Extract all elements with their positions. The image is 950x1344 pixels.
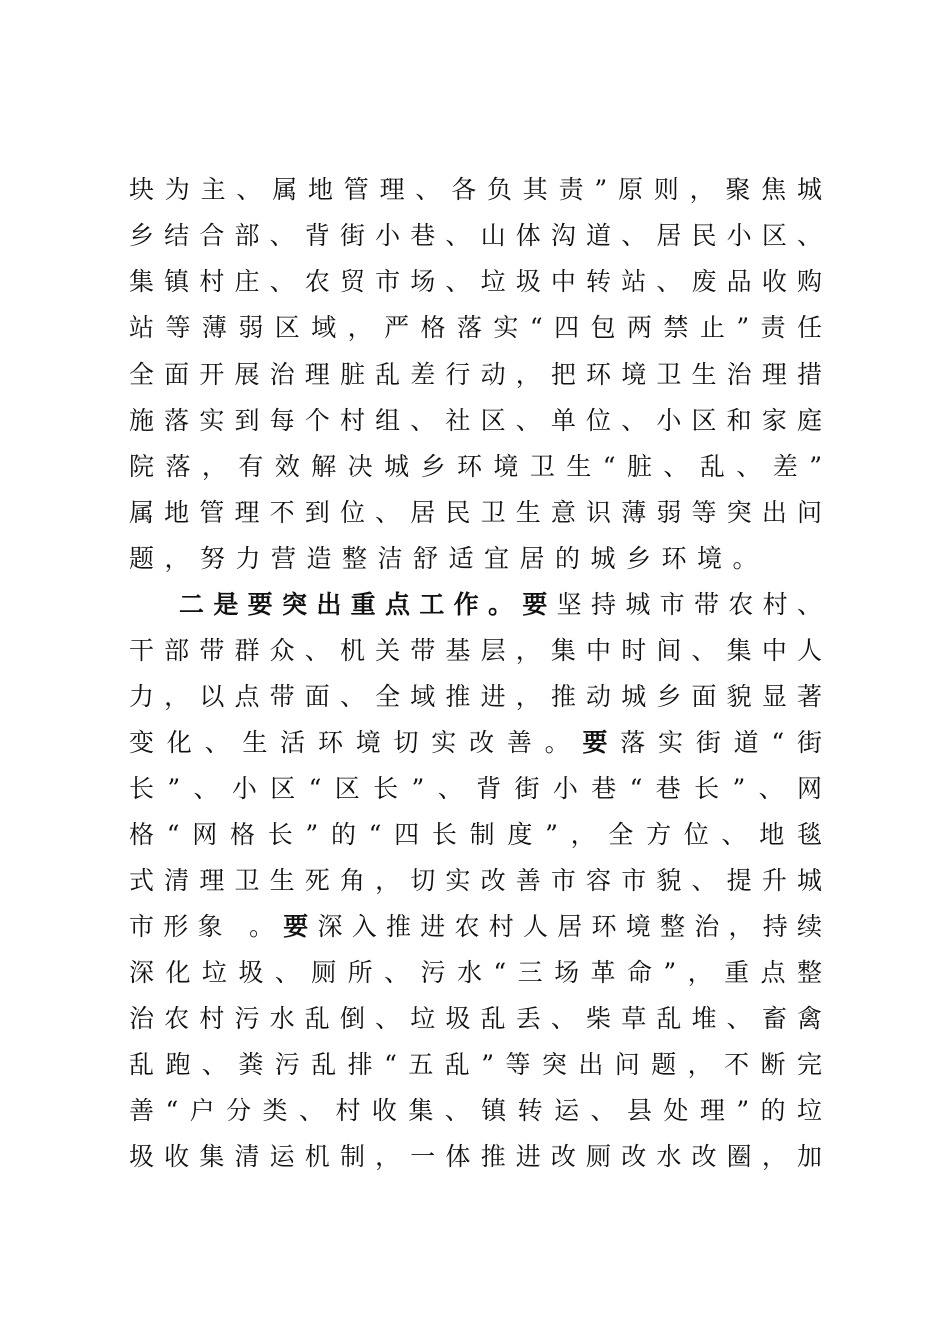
- text-segment: 全面开展治理脏乱差行动，把环境卫生治理措: [129, 360, 822, 389]
- text-line: [129, 907, 822, 947]
- text-line: [129, 1045, 822, 1085]
- text-line: [129, 953, 822, 993]
- text-line: [129, 631, 822, 671]
- text-line: [129, 493, 822, 533]
- text-segment: 坚持城市带农村、: [556, 590, 822, 619]
- text-segment: 属地管理不到位、居民卫生意识薄弱等突出问: [129, 498, 822, 527]
- text-segment: 善“户分类、村收集、镇转运、县处理”的垃: [129, 1096, 822, 1125]
- text-segment: 市形象 。: [129, 912, 284, 941]
- text-line: [129, 401, 822, 441]
- text-segment: 深化垃圾、厕所、污水“三场革命”，重点整: [129, 958, 822, 987]
- text-line: [129, 170, 822, 210]
- text-line: [129, 308, 822, 348]
- text-segment: 题，努力营造整洁舒适宜居的城乡环境。: [129, 544, 769, 573]
- text-segment: 院落，有效解决城乡环境卫生“脏、乱、差”: [129, 452, 822, 481]
- bold-text-segment: 要: [522, 590, 557, 619]
- text-segment: 格“网格长”的“四长制度”，全方位、地毯: [129, 820, 822, 849]
- bold-text-segment: 要: [582, 728, 621, 757]
- text-segment: 乡结合部、背街小巷、山体沟道、居民小区、: [129, 221, 822, 250]
- text-line: [129, 861, 822, 901]
- text-segment: 式清理卫生死角，切实改善市容市貌、提升城: [129, 866, 822, 895]
- text-line: [129, 447, 822, 487]
- text-line: [129, 815, 822, 855]
- text-line: [129, 999, 822, 1039]
- text-segment: 块为主、属地管理、各负其责”原则，聚焦城: [129, 175, 822, 204]
- text-line: [179, 585, 822, 625]
- text-segment: 乱跑、粪污乱排“五乱”等突出问题，不断完: [129, 1050, 822, 1079]
- text-segment: 施落实到每个村组、社区、单位、小区和家庭: [129, 406, 822, 435]
- text-segment: 落实街道“街: [620, 728, 822, 757]
- text-line: [129, 539, 822, 579]
- text-line: [129, 677, 822, 717]
- bold-text-segment: 二是要突出重点工作。: [179, 590, 523, 619]
- text-line: [129, 355, 822, 395]
- text-line: [129, 1137, 822, 1177]
- text-segment: 圾收集清运机制，一体推进改厕改水改圈，加: [129, 1142, 822, 1171]
- text-segment: 集镇村庄、农贸市场、垃圾中转站、废品收购: [129, 267, 822, 296]
- text-line: [129, 262, 822, 302]
- text-segment: 深入推进农村人居环境整治，持续: [317, 912, 822, 941]
- text-line: [129, 769, 822, 809]
- text-segment: 干部带群众、机关带基层，集中时间、集中人: [129, 636, 822, 665]
- text-segment: 长”、小区“区长”、背街小巷“巷长”、网: [129, 774, 822, 803]
- text-segment: 站等薄弱区域，严格落实“四包两禁止”责任: [129, 313, 822, 342]
- text-line: [129, 216, 822, 256]
- bold-text-segment: 要: [283, 912, 318, 941]
- text-segment: 变化、生活环境切实改善。: [129, 728, 583, 757]
- text-line: [129, 723, 822, 763]
- text-line: [129, 1091, 822, 1131]
- text-segment: 力，以点带面、全域推进，推动城乡面貌显著: [129, 682, 822, 711]
- text-segment: 治农村污水乱倒、垃圾乱丢、柴草乱堆、畜禽: [129, 1004, 822, 1033]
